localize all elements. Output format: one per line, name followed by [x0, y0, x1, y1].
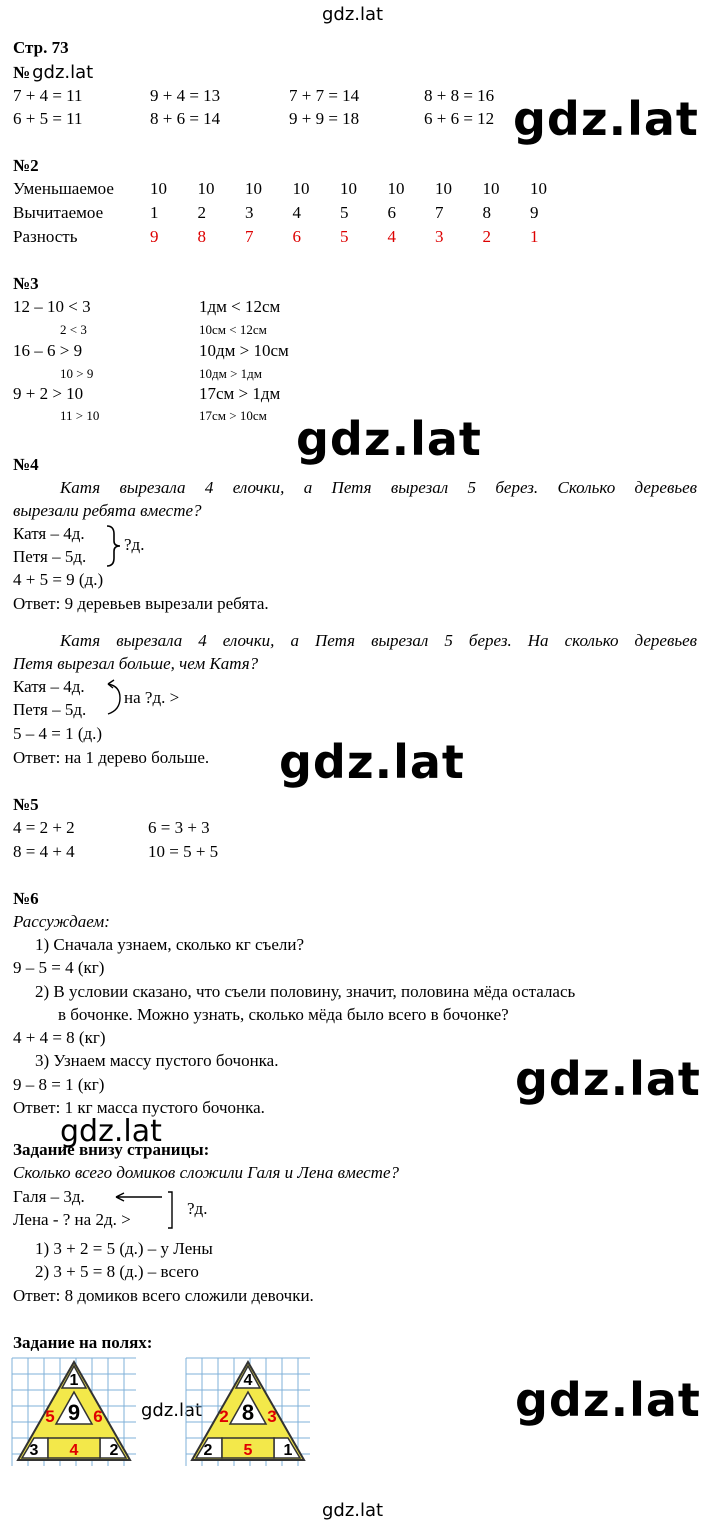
task3-right: 10дм > 10см — [199, 341, 289, 360]
task2-label-minuend: Уменьшаемое — [13, 179, 114, 198]
number-top: 4 — [243, 1372, 253, 1389]
task2-subtrahend-cell: 7 — [435, 203, 444, 222]
task6-step2-line2: в бочонке. Можно узнать, сколько мёда было всего в бочонке? — [58, 1005, 509, 1024]
task6-title: №6 — [13, 889, 39, 908]
task2-difference-cell: 6 — [292, 227, 301, 246]
task2-subtrahend-cell: 6 — [387, 203, 396, 222]
task3-left: 2 < 3 — [60, 322, 87, 337]
task3-right: 17см > 10см — [199, 408, 267, 423]
task5-eq: 4 = 2 + 2 — [13, 818, 75, 837]
task2-minuend-cell: 10 — [387, 179, 405, 198]
task3-left: 11 > 10 — [60, 408, 100, 423]
triangle-puzzle-2 — [186, 1358, 310, 1466]
task3-title: №3 — [13, 274, 39, 293]
watermark-bottom: gdz.lat — [322, 1500, 384, 1521]
task2-subtrahend-cell: 9 — [530, 203, 539, 222]
number-bottom: 4 — [69, 1442, 79, 1459]
task6-step3: 3) Узнаем массу пустого бочонка. — [35, 1051, 279, 1070]
task3-left: 16 – 6 > 9 — [13, 341, 83, 360]
task2-label-subtrahend: Вычитаемое — [13, 203, 104, 222]
watermark-5: gdz.lat — [60, 1114, 162, 1149]
task3-right: 17см > 1дм — [199, 384, 281, 403]
number-bottom-right: 2 — [109, 1442, 119, 1459]
task2-minuend-cell: 10 — [435, 179, 452, 198]
task1-eq: 6 + 6 = 12 — [424, 109, 495, 128]
task4-petya: Петя – 5д. — [13, 547, 87, 566]
watermark-inline: gdz.lat — [137, 1400, 206, 1421]
task2-subtrahend-cell: 5 — [340, 203, 349, 222]
task4-katya: Катя – 4д. — [13, 524, 85, 543]
task5-eq: 10 = 5 + 5 — [148, 842, 219, 861]
number-left: 5 — [45, 1407, 55, 1426]
task6-step2-line1: 2) В условии сказано, что съели половину, значит, половина мёда осталась — [35, 982, 576, 1001]
task1-watermark: gdz.lat — [32, 62, 94, 83]
task2-difference-cell: 2 — [482, 227, 491, 246]
number-left: 2 — [219, 1407, 229, 1426]
task1-number-sign: № — [13, 63, 31, 82]
watermark-1: gdz.lat — [513, 92, 699, 146]
bottom-task-question: Сколько всего домиков сложили Галя и Лена вместе? — [13, 1163, 400, 1182]
task4-katya-2: Катя – 4д. — [13, 677, 85, 696]
task2-difference-cell: 8 — [197, 227, 206, 246]
task4-eq1: 4 + 5 = 9 (д.) — [13, 570, 104, 589]
task6-answer: Ответ: 1 кг масса пустого бочонка. — [13, 1098, 265, 1117]
task3-left: 12 – 10 < 3 — [13, 297, 91, 316]
task3-right: 10дм > 1дм — [199, 366, 263, 381]
number-right: 6 — [93, 1407, 103, 1426]
task4-eq2: 5 – 4 = 1 (д.) — [13, 724, 103, 743]
bottom-task-lena: Лена - ? на 2д. > — [13, 1210, 131, 1229]
bottom-task-galya: Галя – 3д. — [13, 1187, 85, 1206]
task1-eq: 8 + 6 = 14 — [150, 109, 221, 128]
task2-difference-cell: 9 — [150, 227, 159, 246]
task2-minuend-cell: 10 — [340, 179, 357, 198]
watermark-4: gdz.lat — [515, 1052, 701, 1106]
task2-difference-cell: 1 — [530, 227, 539, 246]
watermark-top: gdz.lat — [322, 4, 384, 25]
task3-left: 10 > 9 — [60, 366, 94, 381]
task4-question2: на ?д. > — [124, 688, 180, 707]
task4-title: №4 — [13, 455, 39, 474]
bottom-task-step1: 1) 3 + 2 = 5 (д.) – у Лены — [35, 1239, 213, 1258]
number-center: 8 — [241, 1400, 255, 1425]
task3-right: 10см < 12см — [199, 322, 267, 337]
task2-difference-cell: 7 — [245, 227, 254, 246]
number-bottom: 5 — [243, 1442, 253, 1459]
bottom-task-title: Задание внизу страницы: — [13, 1140, 210, 1159]
task4-answer2: Ответ: на 1 дерево больше. — [13, 748, 210, 767]
task2-subtrahend-cell: 3 — [245, 203, 254, 222]
task2-minuend-cell: 10 — [245, 179, 262, 198]
task6-eq2: 4 + 4 = 8 (кг) — [13, 1028, 106, 1047]
task2-difference-cell: 5 — [340, 227, 349, 246]
number-center: 9 — [67, 1400, 81, 1425]
task4-problem2-line1: Катя вырезала 4 елочки, а Петя вырезал 5 берез. На сколько деревьев — [60, 631, 697, 650]
task6-step1: 1) Сначала узнаем, сколько кг съели? — [35, 935, 304, 954]
number-top: 1 — [69, 1372, 79, 1389]
brace-icon — [103, 524, 123, 568]
task2-minuend-cell: 10 — [292, 179, 310, 198]
task4-question1: ?д. — [124, 535, 145, 554]
task2-label-difference: Разность — [13, 227, 78, 246]
task2-minuend-cell: 10 — [482, 179, 500, 198]
bottom-task-step2: 2) 3 + 5 = 8 (д.) – всего — [35, 1262, 199, 1281]
task2-subtrahend-cell: 1 — [150, 203, 159, 222]
task1-eq: 8 + 8 = 16 — [424, 86, 495, 105]
task2-subtrahend-cell: 2 — [197, 203, 206, 222]
watermark-3: gdz.lat — [279, 735, 465, 789]
task4-problem2-line2: Петя вырезал больше, чем Катя? — [13, 654, 259, 673]
number-right: 3 — [267, 1407, 277, 1426]
watermark-2: gdz.lat — [296, 412, 482, 466]
task5-eq: 8 = 4 + 4 — [13, 842, 75, 861]
task6-intro: Рассуждаем: — [13, 912, 110, 931]
task1-eq: 9 + 9 = 18 — [289, 109, 360, 128]
task3-right: 1дм < 12см — [199, 297, 281, 316]
task1-eq: 7 + 7 = 14 — [289, 86, 360, 105]
bracket-arrow-icon — [112, 1190, 192, 1234]
bottom-task-total: ?д. — [187, 1199, 208, 1218]
task2-difference-cell: 4 — [387, 227, 396, 246]
task2-subtrahend-cell: 8 — [482, 203, 491, 222]
task1-eq: 6 + 5 = 11 — [13, 109, 83, 128]
task6-eq1: 9 – 5 = 4 (кг) — [13, 958, 105, 977]
task3-left: 9 + 2 > 10 — [13, 384, 84, 403]
bottom-task-answer: Ответ: 8 домиков всего сложили девочки. — [13, 1286, 314, 1305]
number-bottom-right: 1 — [283, 1442, 293, 1459]
task2-title: №2 — [13, 156, 39, 175]
task4-answer1: Ответ: 9 деревьев вырезали ребята. — [13, 594, 269, 613]
task1-title — [13, 62, 93, 83]
task5-eq: 6 = 3 + 3 — [148, 818, 210, 837]
task2-minuend-cell: 10 — [197, 179, 215, 198]
watermark-6: gdz.lat — [515, 1373, 701, 1427]
task2-minuend-cell: 10 — [530, 179, 547, 198]
task4-problem1-line1: Катя вырезала 4 елочки, а Петя вырезал 5 берез. Сколько деревьев — [60, 478, 697, 497]
compare-arrow-icon — [102, 676, 124, 720]
task1-eq: 7 + 4 = 11 — [13, 86, 83, 105]
task2-difference-cell: 3 — [435, 227, 444, 246]
margin-task-title: Задание на полях: — [13, 1333, 153, 1352]
task1-eq: 9 + 4 = 13 — [150, 86, 221, 105]
task4-petya-2: Петя – 5д. — [13, 700, 87, 719]
triangle-puzzle-1 — [12, 1358, 136, 1466]
number-bottom-left: 3 — [29, 1442, 39, 1459]
task6-eq3: 9 – 8 = 1 (кг) — [13, 1075, 105, 1094]
task5-title: №5 — [13, 795, 39, 814]
task2-minuend-cell: 10 — [150, 179, 167, 198]
task4-problem1-line2: вырезали ребята вместе? — [13, 501, 202, 520]
task2-subtrahend-cell: 4 — [292, 203, 301, 222]
page-number: Стр. 73 — [13, 38, 69, 57]
number-bottom-left: 2 — [203, 1442, 213, 1459]
